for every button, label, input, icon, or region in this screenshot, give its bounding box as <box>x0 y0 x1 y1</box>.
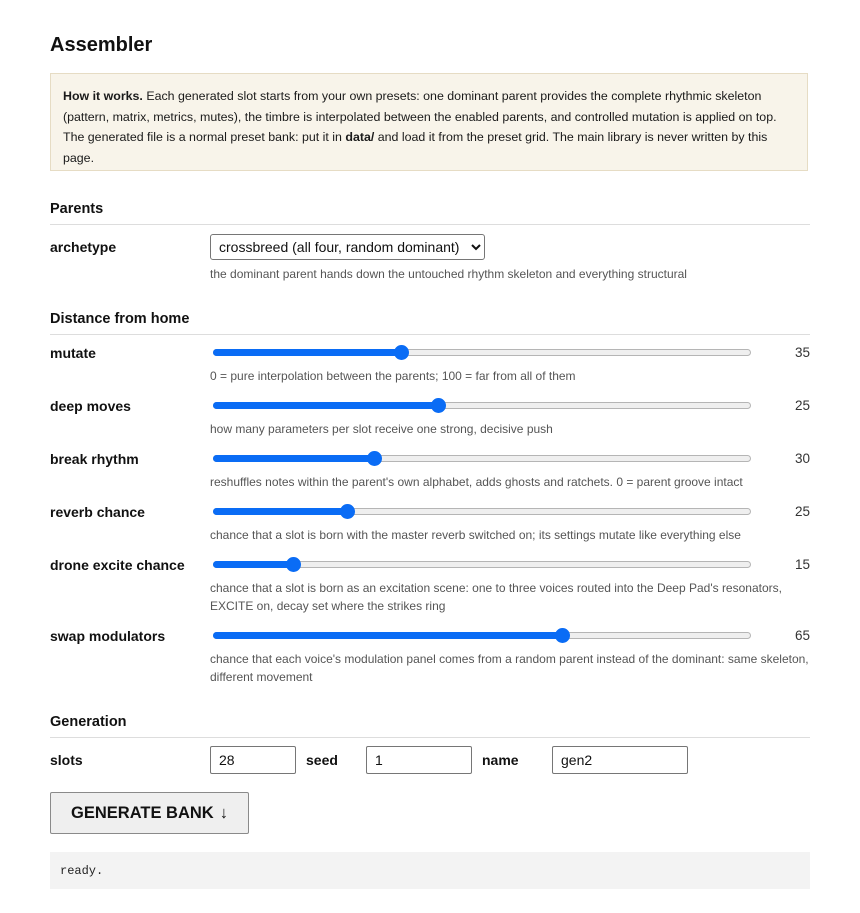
reverb-chance-value: 25 <box>794 504 810 519</box>
info-text: Each generated slot starts from your own presets: one dominant parent provides the complete rhythmic skeleton (pattern, matrix, metrics, mutes), the timbre is interpolated between the enabled parents, and controlled mutation is applied on top. The generated file is a normal preset bank: put it in <box>63 89 777 144</box>
slots-label: slots <box>50 752 83 768</box>
page-title: Assembler <box>50 34 153 56</box>
archetype-hint: the dominant parent hands down the untouched rhythm skeleton and everything structural <box>210 267 687 281</box>
slider-thumb[interactable] <box>340 504 355 519</box>
seed-label: seed <box>306 752 338 768</box>
generate-bank-button[interactable] <box>50 792 249 834</box>
break-rhythm-slider[interactable] <box>213 449 751 469</box>
break-rhythm-value: 30 <box>794 451 810 466</box>
slider-fill <box>213 349 401 356</box>
swap-modulators-hint: chance that each voice's modulation panel comes from a random parent instead of the dominant: same skeleton, different movement <box>210 652 809 684</box>
drone-excite-chance-value: 15 <box>794 557 810 572</box>
seed-input[interactable] <box>366 746 472 774</box>
how-it-works-box <box>50 73 808 171</box>
deep-moves-slider[interactable] <box>213 396 751 416</box>
deep-moves-value: 25 <box>794 398 810 413</box>
reverb-chance-hint: chance that a slot is born with the master reverb switched on; its settings mutate like everything else <box>210 528 741 542</box>
break-rhythm-label: break rhythm <box>50 451 139 467</box>
info-text-end: and load it from the preset grid. The main library is never written by this page. <box>63 130 768 165</box>
name-input[interactable] <box>552 746 688 774</box>
slider-thumb[interactable] <box>286 557 301 572</box>
swap-modulators-slider[interactable] <box>213 626 751 646</box>
name-label: name <box>482 752 519 768</box>
slider-thumb[interactable] <box>431 398 446 413</box>
deep-moves-label: deep moves <box>50 398 131 414</box>
drone-excite-chance-slider[interactable] <box>213 555 751 575</box>
slider-fill <box>213 508 348 515</box>
drone-excite-chance-label: drone excite chance <box>50 557 185 573</box>
section-title-parents: Parents <box>50 200 810 225</box>
section-title-distance: Distance from home <box>50 310 810 335</box>
reverb-chance-label: reverb chance <box>50 504 145 520</box>
generate-bank-label: GENERATE BANK <box>71 803 214 822</box>
deep-moves-hint: how many parameters per slot receive one strong, decisive push <box>210 422 553 436</box>
swap-modulators-value: 65 <box>794 628 810 643</box>
slots-input[interactable] <box>210 746 296 774</box>
slider-thumb[interactable] <box>367 451 382 466</box>
download-arrow-icon: ↓ <box>219 803 228 822</box>
slider-fill <box>213 632 563 639</box>
info-path: data/ <box>345 130 375 144</box>
slider-fill <box>213 402 439 409</box>
reverb-chance-slider[interactable] <box>213 502 751 522</box>
info-lead: How it works. <box>63 89 143 103</box>
archetype-label: archetype <box>50 239 117 255</box>
archetype-select[interactable] <box>210 234 485 260</box>
section-title-generation: Generation <box>50 713 810 738</box>
mutate-hint: 0 = pure interpolation between the parents; 100 = far from all of them <box>210 369 576 383</box>
slider-fill <box>213 561 294 568</box>
status-output: ready. <box>50 852 810 889</box>
slider-fill <box>213 455 374 462</box>
mutate-value: 35 <box>794 345 810 360</box>
drone-excite-chance-hint: chance that a slot is born as an excitation scene: one to three voices routed into the Deep Pad's resonators, EXCITE on, decay set where the strikes ring <box>210 581 782 613</box>
break-rhythm-hint: reshuffles notes within the parent's own alphabet, adds ghosts and ratchets. 0 = parent groove intact <box>210 475 743 489</box>
slider-thumb[interactable] <box>555 628 570 643</box>
slider-thumb[interactable] <box>394 345 409 360</box>
mutate-label: mutate <box>50 345 96 361</box>
swap-modulators-label: swap modulators <box>50 628 166 644</box>
mutate-slider[interactable] <box>213 343 751 363</box>
